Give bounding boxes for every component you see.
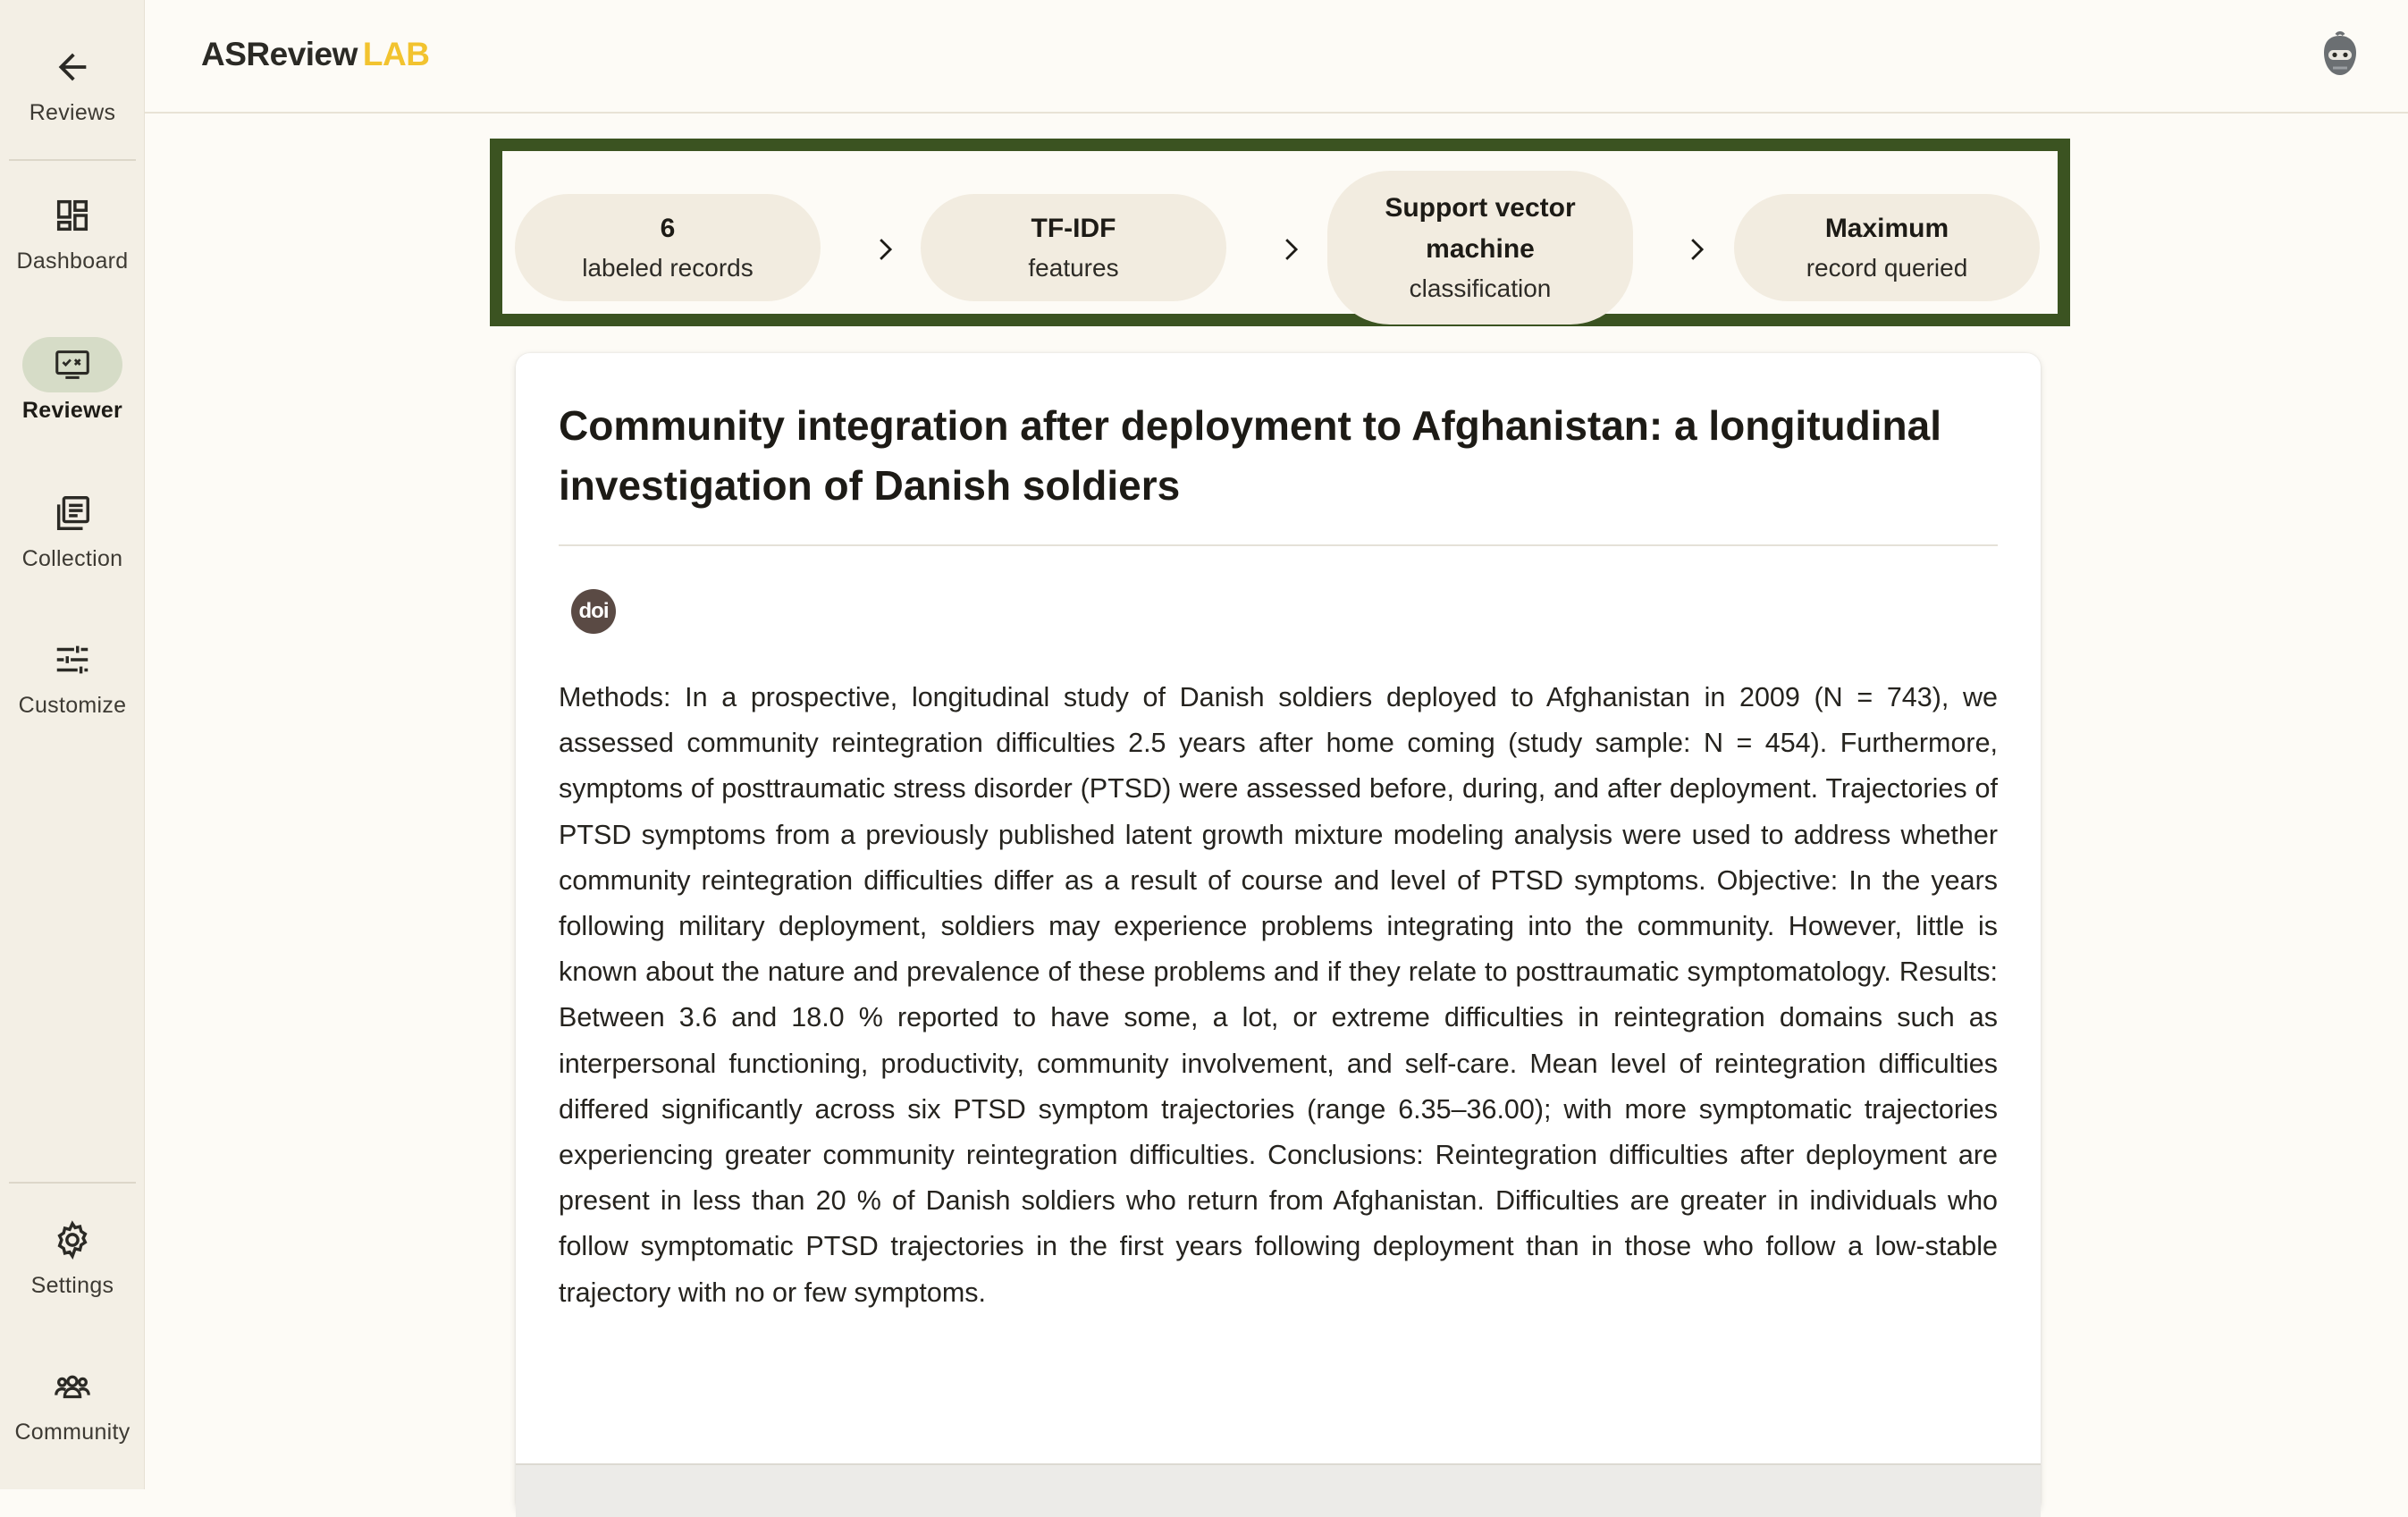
profile-avatar-icon[interactable] (2317, 30, 2363, 80)
sidebar-item-label: Community (14, 1420, 131, 1445)
title-divider (559, 544, 1998, 546)
sidebar-item-label: Reviews (29, 100, 116, 125)
chevron-right-icon (869, 234, 899, 265)
gear-icon (22, 1212, 122, 1268)
collection-icon (22, 485, 122, 541)
dashboard-icon (22, 188, 122, 243)
sidebar-item-label: Customize (18, 693, 127, 718)
model-step-classifier (1327, 171, 1633, 324)
model-step-value: TF-IDF (1031, 214, 1116, 243)
brand-accent: LAB (362, 36, 430, 72)
sidebar-item-label: Collection (21, 546, 123, 571)
record-card (516, 353, 2041, 1515)
brand-name: ASReview (201, 36, 358, 72)
arrow-back-icon (22, 39, 122, 95)
sidebar-item-reviews[interactable] (0, 39, 145, 173)
sidebar-item-dashboard[interactable] (0, 188, 145, 322)
tune-icon (22, 632, 122, 687)
record-abstract: Methods: In a prospective, longitudinal study of Danish soldiers deployed to Afghanistan in 2009 (N = 743), we assessed community reintegration difficulties 2.5 years after home coming (study sample: N = 454). Furthermore, symptoms of posttraumatic stress disorder (PTSD) were assessed before, during, and after deployment. Trajectories of PTSD symptoms from a previously published latent growth mixture modeling analysis were used to address whether community reintegration difficulties differ as a result of course and level of PTSD symptoms. Objective: In the years following military deployment, soldiers may experience problems integrating into the community. However, little is known about the nature and prevalence of these problems and if they relate to posttraumatic symptomatology. Results: Between 3.6 and 18.0 % reported to have some, a lot, or extreme difficulties in reintegration domains such as interpersonal functioning, productivity, community involvement, and self-care. Mean level of reintegration difficulties differed significantly across six PTSD symptom trajectories (range 6.35–36.00); with more symptomatic trajectories experiencing greater community reintegration difficulties. Conclusions: Reintegration difficulties after deployment are present in less than 20 % of Danish soldiers who return from Afghanistan. Difficulties are greater in individuals who follow symptomatic PTSD trajectories in the first years following deployment than in those who follow a low-stable trajectory with no or few symptoms. (559, 682, 1998, 1308)
model-step-value: 6 (660, 214, 676, 243)
community-icon (22, 1359, 122, 1414)
model-step-value: Maximum (1824, 214, 1949, 243)
model-step-features (921, 194, 1226, 301)
doi-link-icon[interactable]: doi (571, 589, 616, 634)
chevron-right-icon (1275, 234, 1305, 265)
sidebar-item-label: Reviewer (21, 398, 123, 423)
sidebar-item-reviewer[interactable] (0, 337, 145, 471)
card-footer (516, 1463, 2041, 1517)
app-header (145, 0, 2408, 114)
sidebar-item-settings[interactable] (0, 1212, 145, 1346)
model-step-value: Support vector machine (1385, 193, 1576, 264)
sidebar-divider (9, 159, 136, 161)
model-step-query (1734, 194, 2040, 301)
model-step-labeled (515, 194, 821, 301)
sidebar-item-community[interactable] (0, 1359, 145, 1493)
sidebar-item-collection[interactable] (0, 485, 145, 619)
sidebar (0, 0, 145, 1489)
model-summary[interactable] (490, 139, 2070, 326)
sidebar-item-customize[interactable] (0, 632, 145, 766)
reviewer-screen-icon (22, 337, 122, 392)
brand-logo[interactable] (201, 36, 429, 73)
chevron-right-icon (1680, 234, 1711, 265)
sidebar-item-label: Settings (30, 1273, 114, 1298)
model-step-caption: labeled records (582, 254, 754, 282)
sidebar-item-label: Dashboard (16, 249, 129, 274)
record-title: Community integration after deployment to Afghanistan: a longitudinal investigation of Danish soldiers (559, 402, 1941, 509)
model-step-caption: features (1028, 254, 1119, 282)
model-step-caption: record queried (1806, 254, 1968, 282)
model-step-caption: classification (1409, 274, 1552, 302)
sidebar-divider (9, 1182, 136, 1184)
